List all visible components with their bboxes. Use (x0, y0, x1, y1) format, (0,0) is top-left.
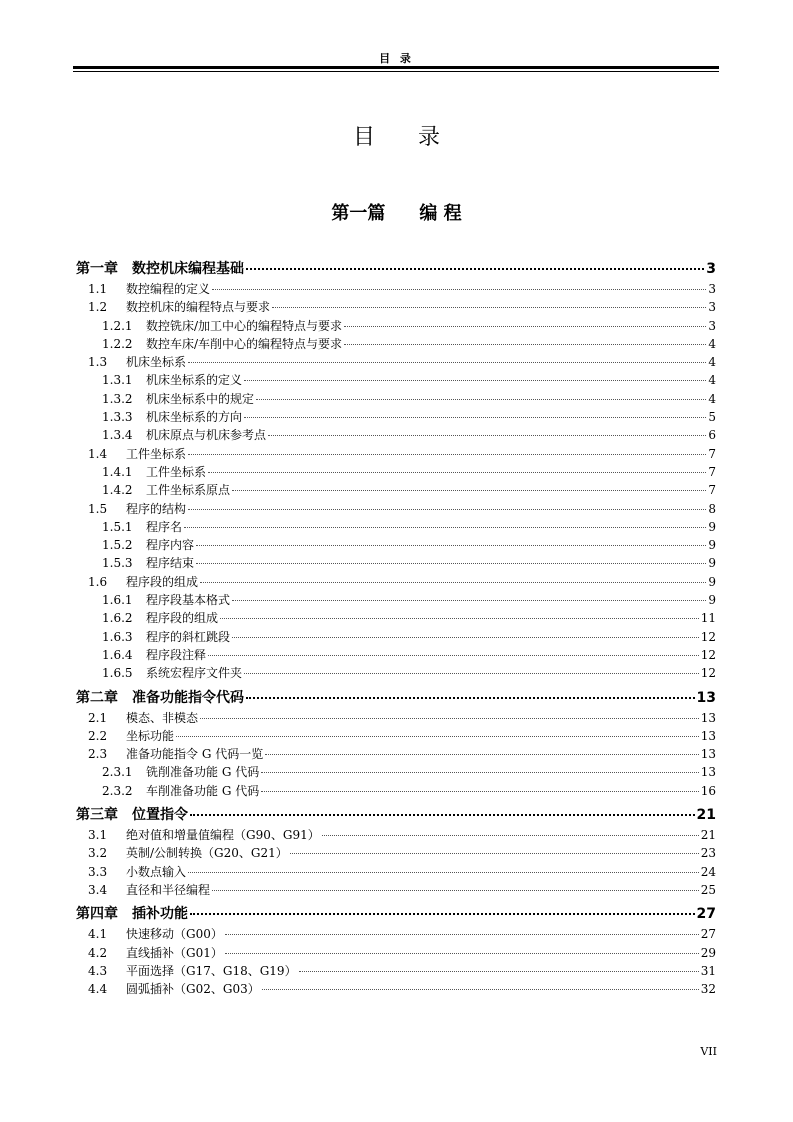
section-title: 直线插补（G01） (126, 945, 223, 960)
dot-leader (299, 971, 699, 972)
section-page: 5 (708, 410, 716, 425)
toc-title: 目 录 (353, 125, 458, 150)
dot-leader (188, 362, 706, 363)
section-number: 1.3 (88, 355, 108, 370)
section-number: 1.4 (88, 446, 108, 461)
dot-leader (344, 326, 706, 327)
dot-leader (268, 435, 706, 436)
section-title: 工件坐标系原点 (146, 483, 231, 498)
dot-leader (244, 417, 706, 418)
chapter-number: 第二章 (76, 689, 118, 706)
part-name: 编 程 (419, 203, 462, 224)
section-page: 13 (700, 728, 716, 743)
section-title: 机床原点与机床参考点 (146, 428, 267, 443)
toc-section-entry[interactable] (76, 826, 716, 844)
section-title: 车削准备功能 G 代码 (146, 783, 260, 798)
dot-leader (290, 853, 699, 854)
toc-section-entry[interactable] (76, 500, 716, 518)
dot-leader (244, 380, 706, 381)
section-title: 程序的结构 (126, 501, 187, 516)
section-page: 32 (700, 982, 716, 997)
section-page: 9 (708, 593, 716, 608)
section-number: 2.3 (88, 747, 108, 762)
section-number: 4.1 (88, 927, 108, 942)
toc-subsection-entry[interactable] (76, 317, 716, 335)
section-number: 1.1 (88, 282, 108, 296)
section-page: 12 (700, 666, 716, 681)
dot-leader (200, 582, 706, 583)
toc-section-entry[interactable] (76, 962, 716, 980)
section-title: 程序的斜杠跳段 (146, 629, 231, 644)
section-number: 1.4.1 (102, 464, 133, 479)
page-number: VII (700, 1045, 717, 1058)
section-page: 27 (700, 927, 716, 942)
section-title: 程序段的组成 (126, 574, 199, 589)
section-page: 6 (708, 428, 716, 443)
section-title: 坐标功能 (126, 728, 175, 743)
toc-section-entry[interactable] (76, 925, 716, 943)
section-title: 快速移动（G00） (126, 927, 223, 942)
chapter-number: 第三章 (76, 807, 118, 824)
section-title: 圆弧插补（G02、G03） (126, 982, 260, 997)
section-number: 1.2 (88, 300, 108, 315)
section-page: 31 (700, 963, 716, 978)
section-title: 工件坐标系 (146, 464, 207, 479)
dot-leader (225, 934, 699, 935)
chapter-title: 位置指令 (132, 807, 188, 824)
section-title: 机床坐标系中的规定 (146, 391, 255, 406)
section-number: 4.3 (88, 963, 108, 978)
section-title: 程序名 (146, 519, 183, 534)
chapter-number: 第四章 (76, 906, 118, 923)
section-number: 1.5.3 (102, 556, 133, 571)
chapter-page: 3 (706, 261, 716, 277)
toc-subsection-entry[interactable] (76, 763, 716, 781)
section-number: 1.4.2 (102, 483, 133, 498)
toc-subsection-entry[interactable] (76, 628, 716, 646)
section-title: 程序段注释 (146, 647, 207, 662)
part-title (0, 199, 793, 225)
toc-chapter-entry[interactable] (76, 258, 716, 280)
section-page: 25 (700, 882, 716, 897)
chapter-page: 27 (696, 906, 716, 923)
toc-subsection-entry[interactable] (76, 646, 716, 664)
dot-leader (208, 472, 706, 473)
chapter-page: 21 (696, 807, 716, 824)
dot-leader (244, 673, 699, 674)
toc-section-entry[interactable] (76, 844, 716, 862)
section-number: 1.3.2 (102, 391, 133, 406)
toc-section-entry[interactable] (76, 353, 716, 371)
toc-section-entry[interactable] (76, 745, 716, 763)
toc-chapter-entry[interactable] (76, 687, 716, 709)
dot-leader (208, 655, 699, 656)
toc-subsection-entry[interactable] (76, 481, 716, 499)
dot-leader (184, 527, 706, 528)
section-number: 2.3.2 (102, 783, 133, 798)
dot-leader (225, 953, 699, 954)
section-title: 机床坐标系的定义 (146, 373, 243, 388)
dot-leader (322, 835, 699, 836)
section-title: 程序段的组成 (146, 611, 219, 626)
chapter-title: 数控机床编程基础 (132, 261, 244, 277)
dot-leader (246, 697, 695, 699)
section-number: 1.5.1 (102, 519, 133, 534)
section-title: 模态、非模态 (126, 710, 199, 725)
toc-subsection-entry[interactable] (76, 782, 716, 800)
section-page: 9 (708, 556, 716, 571)
section-number: 2.1 (88, 710, 108, 725)
section-page: 12 (700, 647, 716, 662)
toc-subsection-entry[interactable] (76, 609, 716, 627)
section-page: 9 (708, 519, 716, 534)
section-page: 9 (708, 538, 716, 553)
toc-subsection-entry[interactable] (76, 408, 716, 426)
toc-subsection-entry[interactable] (76, 554, 716, 572)
toc-chapter-entry[interactable] (76, 903, 716, 925)
section-page: 3 (708, 282, 716, 296)
section-number: 1.2.2 (102, 336, 133, 351)
section-title: 绝对值和增量值编程（G90、G91） (126, 828, 320, 843)
section-number: 1.3.3 (102, 410, 133, 425)
chapter-title: 插补功能 (132, 906, 188, 923)
toc-subsection-entry[interactable] (76, 463, 716, 481)
section-page: 16 (700, 783, 716, 798)
dot-leader (176, 736, 699, 737)
toc-subsection-entry[interactable] (76, 536, 716, 554)
chapter-title: 准备功能指令代码 (132, 689, 244, 706)
section-number: 1.6.1 (102, 593, 133, 608)
section-number: 1.3.1 (102, 373, 133, 388)
toc-chapter-entry[interactable] (76, 804, 716, 826)
toc-section-entry[interactable] (76, 709, 716, 727)
section-title: 数控编程的定义 (126, 282, 211, 296)
section-page: 24 (700, 864, 716, 879)
section-title: 机床坐标系的方向 (146, 410, 243, 425)
header-rule-thin (73, 71, 719, 72)
section-title: 英制/公制转换（G20、G21） (126, 846, 288, 861)
toc-section-entry[interactable] (76, 573, 716, 591)
section-number: 1.3.4 (102, 428, 133, 443)
section-number: 4.2 (88, 945, 108, 960)
section-title: 准备功能指令 G 代码一览 (126, 747, 264, 762)
part-label: 第一篇 (331, 203, 386, 224)
dot-leader (344, 344, 706, 345)
dot-leader (188, 454, 706, 455)
toc-subsection-entry[interactable] (76, 335, 716, 353)
dot-leader (190, 814, 695, 816)
dot-leader (246, 268, 704, 270)
section-number: 1.6.2 (102, 611, 133, 626)
chapter-page: 13 (696, 689, 716, 706)
toc-section-entry[interactable] (76, 881, 716, 899)
section-title: 数控机床的编程特点与要求 (126, 300, 271, 315)
section-page: 21 (700, 828, 716, 843)
section-page: 8 (708, 501, 716, 516)
toc-subsection-entry[interactable] (76, 591, 716, 609)
dot-leader (256, 399, 706, 400)
section-number: 2.3.1 (102, 765, 133, 780)
toc-section-entry[interactable] (76, 863, 716, 881)
toc-subsection-entry[interactable] (76, 371, 716, 389)
section-page: 3 (708, 318, 716, 333)
section-page: 7 (708, 464, 716, 479)
table-of-contents (76, 258, 716, 998)
section-title: 程序内容 (146, 538, 195, 553)
section-page: 13 (700, 747, 716, 762)
dot-leader (261, 772, 699, 773)
dot-leader (212, 890, 699, 891)
section-page: 4 (708, 373, 716, 388)
section-title: 程序结束 (146, 556, 195, 571)
section-page: 23 (700, 846, 716, 861)
section-page: 7 (708, 446, 716, 461)
section-page: 13 (700, 710, 716, 725)
section-number: 1.6.3 (102, 629, 133, 644)
toc-subsection-entry[interactable] (76, 518, 716, 536)
section-page: 3 (708, 300, 716, 315)
dot-leader (212, 289, 706, 290)
dot-leader (272, 307, 706, 308)
section-number: 3.1 (88, 828, 108, 843)
section-page: 4 (708, 336, 716, 351)
dot-leader (232, 600, 706, 601)
toc-section-entry[interactable] (76, 980, 716, 998)
dot-leader (220, 618, 699, 619)
toc-subsection-entry[interactable] (76, 664, 716, 682)
section-title: 工件坐标系 (126, 446, 187, 461)
dot-leader (188, 509, 706, 510)
section-page: 13 (700, 765, 716, 780)
section-page: 11 (700, 611, 716, 626)
section-number: 1.2.1 (102, 318, 133, 333)
section-number: 1.6.5 (102, 666, 133, 681)
section-page: 4 (708, 355, 716, 370)
dot-leader (262, 989, 699, 990)
toc-section-entry[interactable] (76, 280, 716, 298)
section-number: 3.2 (88, 846, 108, 861)
dot-leader (190, 913, 695, 915)
section-title: 小数点输入 (126, 864, 187, 879)
toc-section-entry[interactable] (76, 727, 716, 745)
section-title: 平面选择（G17、G18、G19） (126, 963, 297, 978)
section-title: 数控铣床/加工中心的编程特点与要求 (146, 318, 343, 333)
dot-leader (232, 637, 699, 638)
section-number: 1.5 (88, 501, 108, 516)
section-page: 9 (708, 574, 716, 589)
section-number: 2.2 (88, 728, 108, 743)
section-title: 系统宏程序文件夹 (146, 666, 243, 681)
section-page: 29 (700, 945, 716, 960)
toc-subsection-entry[interactable] (76, 426, 716, 444)
toc-section-entry[interactable] (76, 298, 716, 316)
section-title: 机床坐标系 (126, 355, 187, 370)
section-title: 直径和半径编程 (126, 882, 211, 897)
section-number: 1.6.4 (102, 647, 133, 662)
running-header: 目 录 (379, 52, 414, 65)
section-title: 程序段基本格式 (146, 593, 231, 608)
dot-leader (261, 791, 699, 792)
dot-leader (265, 754, 699, 755)
section-page: 4 (708, 391, 716, 406)
section-page: 12 (700, 629, 716, 644)
section-number: 4.4 (88, 982, 108, 997)
dot-leader (188, 872, 699, 873)
dot-leader (200, 718, 699, 719)
section-page: 7 (708, 483, 716, 498)
dot-leader (196, 545, 706, 546)
section-number: 3.3 (88, 864, 108, 879)
dot-leader (196, 563, 706, 564)
section-title: 铣削准备功能 G 代码 (146, 765, 260, 780)
section-number: 3.4 (88, 882, 108, 897)
dot-leader (232, 490, 706, 491)
toc-section-entry[interactable] (76, 445, 716, 463)
header-rule-thick (73, 66, 719, 69)
section-number: 1.5.2 (102, 538, 133, 553)
section-number: 1.6 (88, 574, 108, 589)
toc-subsection-entry[interactable] (76, 390, 716, 408)
chapter-number: 第一章 (76, 261, 118, 277)
section-title: 数控车床/车削中心的编程特点与要求 (146, 336, 343, 351)
toc-section-entry[interactable] (76, 944, 716, 962)
